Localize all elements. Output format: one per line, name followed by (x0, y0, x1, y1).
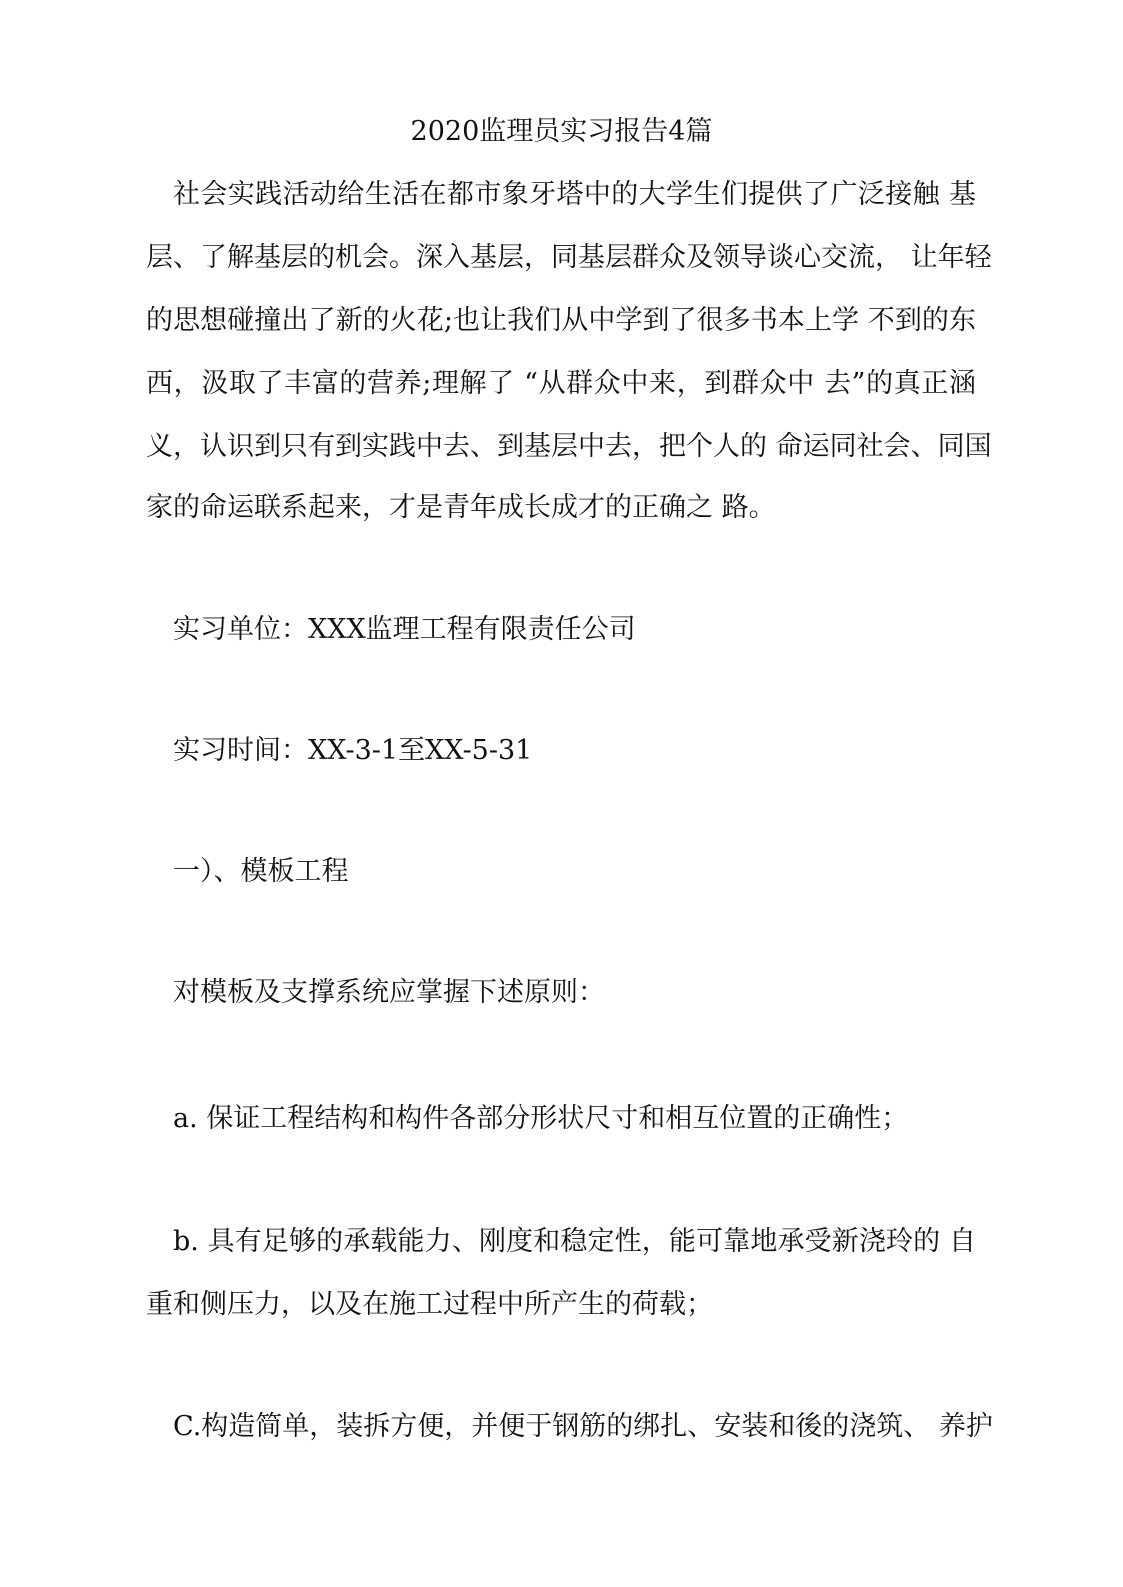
principle-item-b-line: b. 具有足够的承载能力、刚度和稳定性，能可靠地承受新浇玲的 自 (173, 1226, 976, 1257)
intro-paragraph-line: 社会实践活动给生活在都市象牙塔中的大学生们提供了广泛接触 基 (173, 179, 976, 210)
intro-paragraph-line: 层、了解基层的机会。深入基层，同基层群众及领导谈心交流， 让年轻 (146, 242, 992, 273)
intro-paragraph-line: 义，认识到只有到实践中去、到基层中去，把个人的 命运同社会、同国 (146, 431, 992, 462)
principle-item-a: a. 保证工程结构和构件各部分形状尺寸和相互位置的正确性； (173, 1103, 909, 1134)
intro-paragraph-line: 的思想碰撞出了新的火花;也让我们从中学到了很多书本上学 不到的东 (146, 305, 976, 336)
intro-paragraph-line: 家的命运联系起来，才是青年成长成才的正确之 路。 (146, 492, 776, 523)
document-title: 2020监理员实习报告4篇 (410, 116, 713, 147)
principle-item-b-line: 重和侧压力，以及在施工过程中所产生的荷载； (146, 1289, 713, 1320)
internship-time: 实习时间：XX-3-1至XX-5-31 (173, 735, 533, 766)
section-heading: 一）、模板工程 (173, 856, 349, 887)
principle-item-c-line: C.构造简单，装拆方便，并便于钢筋的绑扎、安装和後的浇筑、 养护 (173, 1411, 993, 1442)
internship-unit: 实习单位：XXX监理工程有限责任公司 (173, 614, 636, 645)
intro-paragraph-line: 西，汲取了丰富的营养;理解了 “从群众中来，到群众中 去”的真正涵 (146, 368, 976, 399)
principles-intro: 对模板及支撑系统应掌握下述原则： (173, 977, 605, 1008)
